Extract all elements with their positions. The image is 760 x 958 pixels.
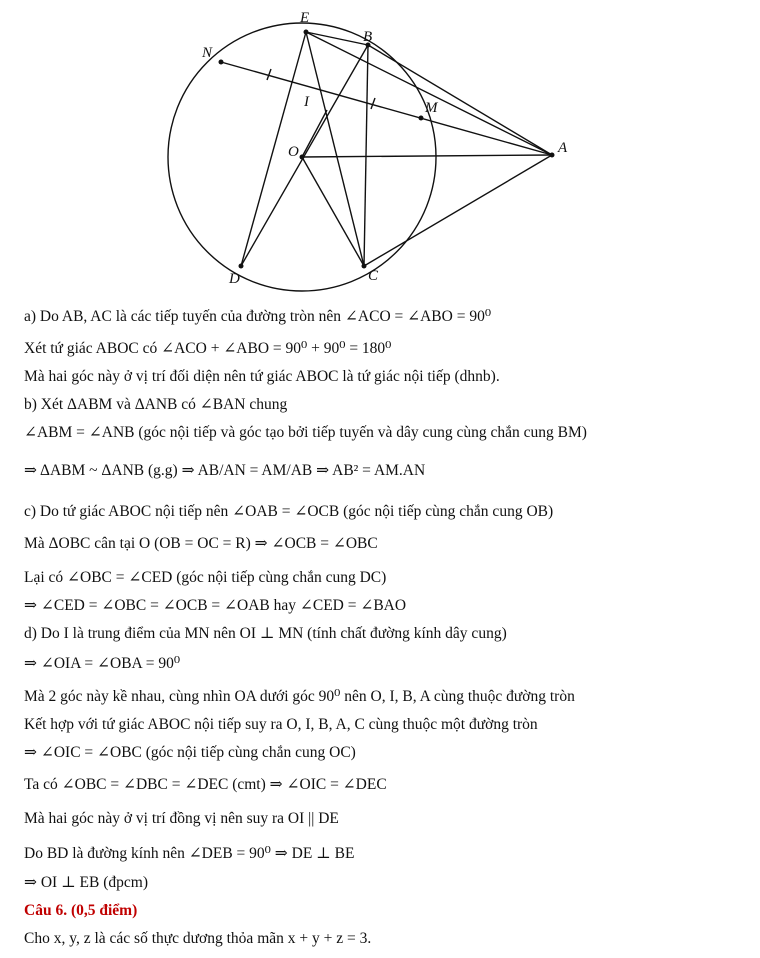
label-C: C bbox=[368, 268, 379, 284]
solution-line: ⇒ ΔABM ~ ΔANB (g.g) ⇒ AB/AN = AM/AB ⇒ AB² = AM.AN bbox=[24, 462, 426, 479]
segment-OA bbox=[302, 155, 552, 157]
label-B: B bbox=[363, 29, 373, 45]
point-dot-A bbox=[550, 153, 555, 158]
solution-line: ⇒ ∠CED = ∠OBC = ∠OCB = ∠OAB hay ∠CED = ∠BAO bbox=[24, 597, 407, 614]
question-title: Câu 6. (0,5 điểm) bbox=[24, 902, 138, 919]
point-dot-M bbox=[419, 116, 424, 121]
segment-EB bbox=[306, 32, 368, 45]
solution-line: Lại có ∠OBC = ∠CED (góc nội tiếp cùng chắn cung DC) bbox=[24, 569, 387, 586]
label-E: E bbox=[300, 10, 310, 26]
solution-line: Mà ΔOBC cân tại O (OB = OC = R) ⇒ ∠OCB = ∠OBC bbox=[24, 535, 378, 552]
point-dot-C bbox=[362, 264, 367, 269]
solution-line: ⇒ OI ⊥ EB (đpcm) bbox=[24, 874, 148, 891]
point-dot-D bbox=[239, 264, 244, 269]
solution-line: Mà hai góc này ở vị trí đối diện nên tứ giác ABOC là tứ giác nội tiếp (dhnb). bbox=[24, 368, 500, 385]
segment-BC bbox=[364, 45, 368, 266]
solution-line: Mà hai góc này ở vị trí đồng vị nên suy ra OI || DE bbox=[24, 810, 339, 827]
solution-line: a) Do AB, AC là các tiếp tuyến của đường tròn nên ∠ACO = ∠ABO = 90⁰ bbox=[24, 308, 492, 325]
tick-mark bbox=[371, 98, 375, 109]
solution-line: Kết hợp với tứ giác ABOC nội tiếp suy ra O, I, B, A, C cùng thuộc một đường tròn bbox=[24, 716, 538, 733]
solution-line: ⇒ ∠OIA = ∠OBA = 90⁰ bbox=[24, 655, 181, 672]
point-dot-N bbox=[219, 60, 224, 65]
solution-line: c) Do tứ giác ABOC nội tiếp nên ∠OAB = ∠OCB (góc nội tiếp cùng chắn cung OB) bbox=[24, 503, 554, 520]
solution-line: ⇒ ∠OIC = ∠OBC (góc nội tiếp cùng chắn cung OC) bbox=[24, 744, 356, 761]
point-dot-E bbox=[304, 30, 309, 35]
point-dot-O bbox=[300, 155, 305, 160]
segment-EA bbox=[306, 32, 552, 155]
label-O: O bbox=[288, 144, 299, 160]
label-D: D bbox=[229, 271, 240, 287]
label-A: A bbox=[558, 140, 568, 156]
tangent-AC bbox=[364, 155, 552, 266]
label-M: M bbox=[425, 100, 438, 116]
solution-line: Do BD là đường kính nên ∠DEB = 90⁰ ⇒ DE ⊥ BE bbox=[24, 845, 355, 862]
solution-line: Mà 2 góc này kề nhau, cùng nhìn OA dưới góc 90⁰ nên O, I, B, A cùng thuộc đường tròn bbox=[24, 688, 575, 705]
solution-line: ∠ABM = ∠ANB (góc nội tiếp và góc tạo bởi tiếp tuyến và dây cung cùng chắn cung BM) bbox=[24, 424, 587, 441]
solution-line: Ta có ∠OBC = ∠DBC = ∠DEC (cmt) ⇒ ∠OIC = ∠DEC bbox=[24, 776, 387, 793]
solution-line: b) Xét ΔABM và ΔANB có ∠BAN chung bbox=[24, 396, 288, 413]
solution-line: Xét tứ giác ABOC có ∠ACO + ∠ABO = 90⁰ + 90⁰ = 180⁰ bbox=[24, 340, 392, 357]
secant-AN bbox=[221, 62, 552, 155]
tangent-AB bbox=[368, 45, 552, 155]
segment-OC bbox=[302, 157, 364, 266]
geometry-figure bbox=[0, 0, 760, 300]
segment-OI bbox=[302, 110, 327, 157]
segment-BD bbox=[241, 45, 368, 266]
solution-line: d) Do I là trung điểm của MN nên OI ⊥ MN (tính chất đường kính dây cung) bbox=[24, 625, 507, 642]
label-N: N bbox=[202, 45, 213, 61]
question-text: Cho x, y, z là các số thực dương thỏa mãn x + y + z = 3. bbox=[24, 930, 372, 947]
label-I: I bbox=[304, 94, 309, 110]
